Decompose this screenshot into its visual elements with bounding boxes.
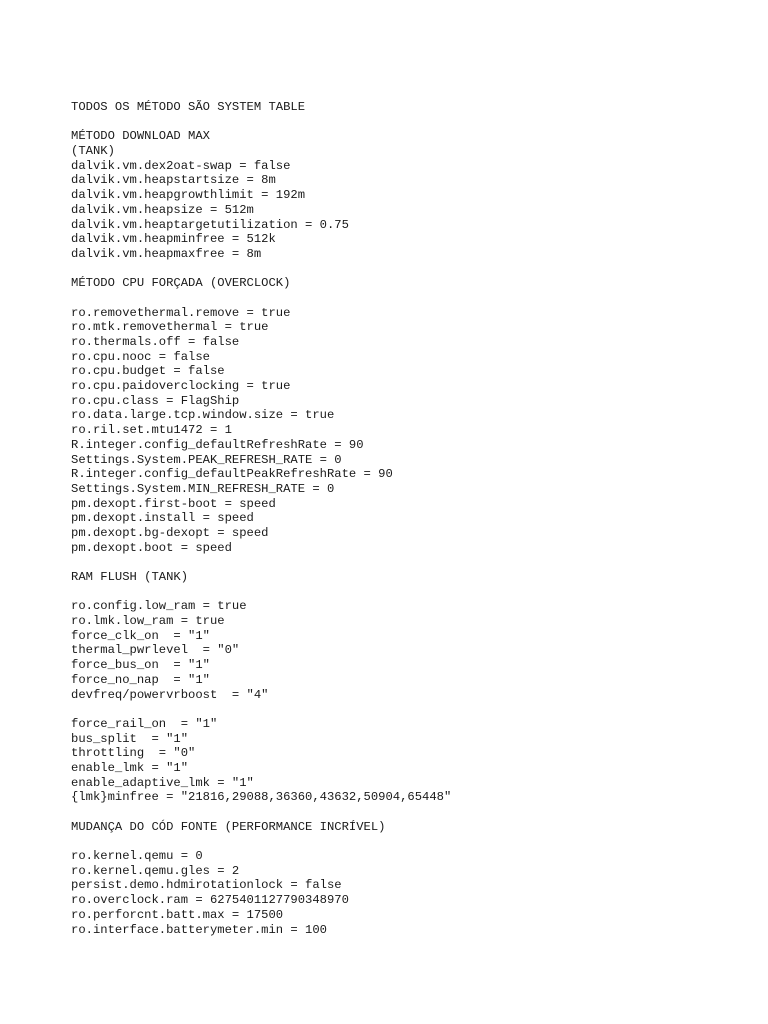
blank-line	[71, 805, 751, 820]
config-line: ro.kernel.qemu = 0	[71, 849, 203, 864]
config-line: ro.cpu.nooc = false	[71, 349, 210, 364]
blank-line	[71, 702, 751, 717]
blank-line	[71, 834, 751, 849]
config-line: ro.cpu.budget = false	[71, 364, 225, 379]
config-line: bus_split = "1"	[71, 731, 189, 746]
config-line: persist.demo.hdmirotationlock = false	[71, 878, 342, 893]
blank-line	[71, 262, 751, 277]
config-line: throttling = "0"	[71, 746, 196, 761]
config-line: force_rail_on = "1"	[71, 716, 218, 731]
config-line: Settings.System.PEAK_REFRESH_RATE = 0	[71, 452, 342, 467]
blank-line	[71, 585, 751, 600]
config-line: dalvik.vm.heaptargetutilization = 0.75	[71, 217, 349, 232]
config-line: ro.data.large.tcp.window.size = true	[71, 408, 335, 423]
config-line: devfreq/powervrboost = "4"	[71, 687, 269, 702]
config-line: ro.interface.batterymeter.min = 100	[71, 922, 327, 937]
config-line: {lmk}minfree = "21816,29088,36360,43632,50904,65448"	[71, 790, 452, 805]
config-line: dalvik.vm.heapstartsize = 8m	[71, 173, 276, 188]
config-line: ro.cpu.class = FlagShip	[71, 393, 240, 408]
config-line: dalvik.vm.heapminfree = 512k	[71, 232, 276, 247]
config-line: dalvik.vm.heapsize = 512m	[71, 202, 254, 217]
config-line: R.integer.config_defaultPeakRefreshRate = 90	[71, 467, 393, 482]
config-line: R.integer.config_defaultRefreshRate = 90	[71, 437, 364, 452]
section-heading: RAM FLUSH (TANK)	[71, 570, 189, 584]
config-line: ro.lmk.low_ram = true	[71, 614, 225, 629]
config-line: force_bus_on = "1"	[71, 658, 210, 673]
section-heading: MÉTODO DOWNLOAD MAX	[71, 129, 210, 144]
blank-line	[71, 291, 751, 306]
config-line: pm.dexopt.boot = speed	[71, 540, 232, 555]
section-heading: MUDANÇA DO CÓD FONTE (PERFORMANCE INCRÍVEL)	[71, 819, 386, 834]
blank-line	[71, 115, 751, 130]
config-line: ro.perforcnt.batt.max = 17500	[71, 907, 284, 922]
config-line: pm.dexopt.first-boot = speed	[71, 496, 276, 511]
config-line: ro.ril.set.mtu1472 = 1	[71, 423, 232, 438]
section-heading: (TANK)	[71, 144, 115, 159]
config-line: dalvik.vm.heapgrowthlimit = 192m	[71, 188, 306, 203]
config-line: Settings.System.MIN_REFRESH_RATE = 0	[71, 481, 335, 496]
config-line: ro.overclock.ram = 6275401127790348970	[71, 893, 349, 908]
config-line: ro.removethermal.remove = true	[71, 305, 291, 320]
blank-line	[71, 555, 751, 570]
config-line: dalvik.vm.dex2oat-swap = false	[71, 158, 291, 173]
config-line: enable_adaptive_lmk = "1"	[71, 775, 254, 790]
config-line: ro.mtk.removethermal = true	[71, 320, 269, 335]
document-page	[71, 100, 751, 937]
config-line: force_no_nap = "1"	[71, 672, 210, 687]
config-line: dalvik.vm.heapmaxfree = 8m	[71, 246, 262, 261]
section-heading: TODOS OS MÉTODO SÃO SYSTEM TABLE	[71, 100, 306, 114]
section-heading: MÉTODO CPU FORÇADA (OVERCLOCK)	[71, 276, 291, 291]
config-line: pm.dexopt.install = speed	[71, 511, 254, 526]
config-line: ro.config.low_ram = true	[71, 599, 247, 614]
config-line: enable_lmk = "1"	[71, 760, 189, 775]
config-line: pm.dexopt.bg-dexopt = speed	[71, 525, 269, 540]
config-line: ro.kernel.qemu.gles = 2	[71, 863, 240, 878]
config-line: thermal_pwrlevel = "0"	[71, 643, 240, 658]
config-line: ro.cpu.paidoverclocking = true	[71, 379, 291, 394]
config-line: ro.thermals.off = false	[71, 335, 240, 349]
config-line: force_clk_on = "1"	[71, 628, 210, 643]
